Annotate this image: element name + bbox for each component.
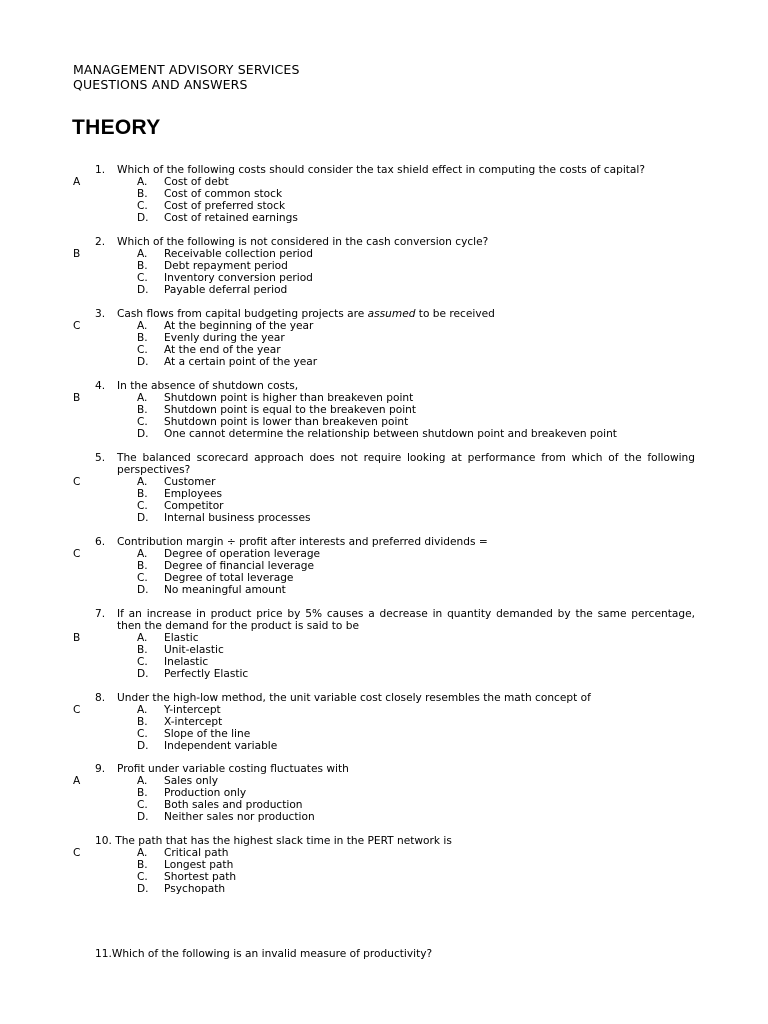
option-text: Psychopath <box>164 883 226 895</box>
question-number: 4. <box>95 380 106 392</box>
option-letter: B. <box>137 332 148 344</box>
option-text: Employees <box>164 488 222 500</box>
question-text: Contribution margin ÷ profit after interests and preferred dividends = <box>117 536 488 548</box>
option-item <box>137 188 298 200</box>
header-title: MANAGEMENT ADVISORY SERVICES <box>73 62 300 77</box>
option-text: Y-intercept <box>164 704 221 716</box>
option-letter: A. <box>137 847 148 859</box>
option-list <box>137 847 236 895</box>
question-text: Profit under variable costing fluctuates with <box>117 763 349 775</box>
option-item <box>137 668 248 680</box>
option-text: Cost of retained earnings <box>164 212 298 224</box>
section-title: THEORY <box>72 116 161 139</box>
question-stem <box>95 536 695 548</box>
option-letter: D. <box>137 512 149 524</box>
question-text: to be received <box>415 308 495 320</box>
option-item <box>137 356 317 368</box>
option-letter: A. <box>137 548 148 560</box>
answer-key: C <box>73 476 81 488</box>
option-letter: B. <box>137 716 148 728</box>
option-item <box>137 404 617 416</box>
option-letter: C. <box>137 272 148 284</box>
question-number: 1. <box>95 164 106 176</box>
option-item <box>137 632 248 644</box>
option-letter: C. <box>137 344 148 356</box>
option-text: Payable deferral period <box>164 284 288 296</box>
option-letter: A. <box>137 775 148 787</box>
option-text: Inelastic <box>164 656 209 668</box>
option-item <box>137 272 313 284</box>
option-letter: A. <box>137 392 148 404</box>
answer-key: B <box>73 632 81 644</box>
question-stem <box>95 835 695 847</box>
option-list <box>137 775 315 823</box>
option-letter: C. <box>137 728 148 740</box>
option-text: Competitor <box>164 500 224 512</box>
option-text: Shutdown point is higher than breakeven point <box>164 392 414 404</box>
answer-key: C <box>73 704 81 716</box>
option-text: No meaningful amount <box>164 584 286 596</box>
option-item <box>137 704 277 716</box>
option-item <box>137 476 310 488</box>
option-item <box>137 740 277 752</box>
option-item <box>137 488 310 500</box>
option-letter: C. <box>137 656 148 668</box>
option-text: At a certain point of the year <box>164 356 318 368</box>
option-text: Perfectly Elastic <box>164 668 249 680</box>
option-item <box>137 392 617 404</box>
option-item <box>137 775 315 787</box>
option-text: Evenly during the year <box>164 332 285 344</box>
option-list <box>137 392 617 440</box>
option-letter: D. <box>137 740 149 752</box>
option-list <box>137 320 317 368</box>
option-item <box>137 176 298 188</box>
option-item <box>137 656 248 668</box>
question-stem <box>95 948 695 960</box>
option-item <box>137 416 617 428</box>
question-stem <box>95 308 695 320</box>
option-letter: C. <box>137 416 148 428</box>
option-item <box>137 512 310 524</box>
option-item <box>137 212 298 224</box>
option-letter: B. <box>137 260 148 272</box>
question-stem <box>95 452 695 476</box>
option-text: Degree of operation leverage <box>164 548 321 560</box>
option-letter: B. <box>137 560 148 572</box>
option-text: At the end of the year <box>164 344 281 356</box>
option-text: Degree of total leverage <box>164 572 294 584</box>
question-text: The path that has the highest slack time in the PERT network is <box>115 835 452 847</box>
option-item <box>137 332 317 344</box>
option-text: Shutdown point is lower than breakeven point <box>164 416 409 428</box>
option-text: Both sales and production <box>164 799 303 811</box>
question-number: 11. <box>95 948 112 960</box>
option-item <box>137 560 320 572</box>
option-letter: A. <box>137 632 148 644</box>
question-stem <box>95 763 695 775</box>
option-item <box>137 572 320 584</box>
option-letter: A. <box>137 320 148 332</box>
option-text: Internal business processes <box>164 512 311 524</box>
option-text: Elastic <box>164 632 199 644</box>
option-text: Cost of common stock <box>164 188 283 200</box>
option-item <box>137 548 320 560</box>
answer-key: C <box>73 548 81 560</box>
question-stem <box>95 380 695 392</box>
option-letter: C. <box>137 799 148 811</box>
option-text: Cost of debt <box>164 176 229 188</box>
option-item <box>137 320 317 332</box>
option-text: Sales only <box>164 775 218 787</box>
option-list <box>137 632 248 680</box>
option-item <box>137 883 236 895</box>
option-text: Production only <box>164 787 247 799</box>
option-text: Neither sales nor production <box>164 811 315 823</box>
option-text: Degree of financial leverage <box>164 560 315 572</box>
option-letter: A. <box>137 704 148 716</box>
option-text: Critical path <box>164 847 229 859</box>
question-number: 2. <box>95 236 106 248</box>
option-letter: D. <box>137 668 149 680</box>
option-letter: C. <box>137 871 148 883</box>
option-text: Cost of preferred stock <box>164 200 286 212</box>
option-text: Unit-elastic <box>164 644 224 656</box>
option-item <box>137 344 317 356</box>
option-letter: B. <box>137 644 148 656</box>
option-item <box>137 871 236 883</box>
option-letter: D. <box>137 212 149 224</box>
option-item <box>137 811 315 823</box>
question-text: Under the high-low method, the unit variable cost closely resembles the math concept of <box>117 692 591 704</box>
option-text: Shortest path <box>164 871 237 883</box>
option-letter: A. <box>137 476 148 488</box>
option-text: Longest path <box>164 859 234 871</box>
option-letter: B. <box>137 787 148 799</box>
option-text: Inventory conversion period <box>164 272 313 284</box>
option-text: One cannot determine the relationship between shutdown point and breakeven point <box>164 428 617 440</box>
option-item <box>137 248 313 260</box>
option-letter: C. <box>137 200 148 212</box>
question-text-emphasis: assumed <box>367 308 416 320</box>
question-text: Which of the following is an invalid measure of productivity? <box>111 948 433 960</box>
option-letter: B. <box>137 404 148 416</box>
answer-key: A <box>73 775 81 787</box>
question-number: 9. <box>95 763 106 775</box>
option-letter: D. <box>137 883 149 895</box>
option-letter: D. <box>137 284 149 296</box>
question-number: 6. <box>95 536 106 548</box>
option-item <box>137 584 320 596</box>
option-letter: C. <box>137 572 148 584</box>
option-letter: D. <box>137 584 149 596</box>
option-text: Independent variable <box>164 740 278 752</box>
option-letter: B. <box>137 488 148 500</box>
option-item <box>137 799 315 811</box>
option-letter: D. <box>137 811 149 823</box>
question-text: Which of the following costs should consider the tax shield effect in computing the costs of capital? <box>117 164 645 176</box>
option-item <box>137 260 313 272</box>
header-subtitle: QUESTIONS AND ANSWERS <box>73 77 248 92</box>
answer-key: B <box>73 392 81 404</box>
question-stem <box>95 164 695 176</box>
option-item <box>137 728 277 740</box>
option-text: At the beginning of the year <box>164 320 314 332</box>
question-stem <box>95 608 695 632</box>
answer-key: B <box>73 248 81 260</box>
option-item <box>137 284 313 296</box>
answer-key: C <box>73 847 81 859</box>
question-stem <box>95 236 695 248</box>
question-number: 3. <box>95 308 106 320</box>
option-item <box>137 644 248 656</box>
option-item <box>137 200 298 212</box>
option-text: Debt repayment period <box>164 260 288 272</box>
option-letter: B. <box>137 859 148 871</box>
option-list <box>137 704 277 752</box>
option-item <box>137 787 315 799</box>
option-item <box>137 847 236 859</box>
option-text: Receivable collection period <box>164 248 313 260</box>
option-item <box>137 859 236 871</box>
option-item <box>137 500 310 512</box>
question-number: 10. <box>95 835 112 847</box>
question-number: 8. <box>95 692 106 704</box>
option-list <box>137 548 320 596</box>
option-text: X-intercept <box>164 716 223 728</box>
option-letter: D. <box>137 428 149 440</box>
option-list <box>137 476 310 524</box>
option-item <box>137 716 277 728</box>
answer-key: C <box>73 320 81 332</box>
answer-key: A <box>73 176 81 188</box>
option-text: Slope of the line <box>164 728 251 740</box>
question-text: The balanced scorecard approach does not require looking at performance from which of the following perspectives? <box>117 452 695 476</box>
option-letter: C. <box>137 500 148 512</box>
option-letter: A. <box>137 248 148 260</box>
option-list <box>137 248 313 296</box>
option-text: Customer <box>164 476 216 488</box>
question-text: If an increase in product price by 5% causes a decrease in quantity demanded by the same percentage, then the demand for the product is said to be <box>117 608 695 632</box>
question-text: Which of the following is not considered in the cash conversion cycle? <box>117 236 489 248</box>
question-number: 5. <box>95 452 106 464</box>
option-letter: A. <box>137 176 148 188</box>
question-text: In the absence of shutdown costs, <box>117 380 299 392</box>
question-number: 7. <box>95 608 106 620</box>
option-letter: D. <box>137 356 149 368</box>
option-letter: B. <box>137 188 148 200</box>
question-text: Cash flows from capital budgeting projects are <box>117 308 368 320</box>
question-stem <box>95 692 695 704</box>
option-item <box>137 428 617 440</box>
option-list <box>137 176 298 224</box>
option-text: Shutdown point is equal to the breakeven point <box>164 404 417 416</box>
